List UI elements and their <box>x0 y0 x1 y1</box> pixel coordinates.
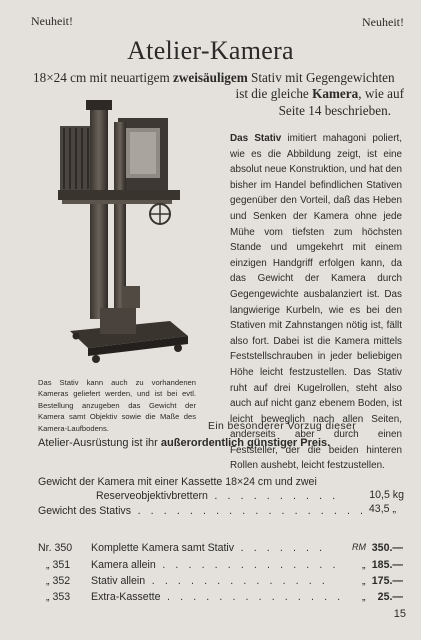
price-value: 175.— <box>371 575 403 587</box>
price-value: 350.— <box>371 542 403 554</box>
price-row-label: Komplette Kamera samt Stativ . . . . . . . <box>91 542 326 554</box>
atelier-camera-photo <box>50 96 192 366</box>
price-row-nr: „ 351 <box>46 559 71 571</box>
price-row-nr: Nr. 350 <box>38 542 73 554</box>
stand-weight-value: 43,5 „ <box>368 503 396 515</box>
column-front <box>90 104 108 319</box>
price-value: 25.— <box>377 591 403 603</box>
stand-weight-label: Gewicht des Stativs . . . . . . . . . . . . . . . . . . <box>38 505 367 517</box>
novelty-label-right: Neuheit! <box>362 15 404 29</box>
novelty-label-left: Neuheit! <box>31 14 73 28</box>
currency-mark: „ <box>362 591 366 603</box>
price-row-nr: „ 352 <box>46 575 71 587</box>
currency-mark: „ <box>362 559 366 571</box>
currency-mark: RM <box>352 542 366 552</box>
price-row-label: Extra-Kassette . . . . . . . . . . . . . . <box>91 591 344 603</box>
page-title: Atelier-Kamera <box>127 36 294 65</box>
roller-icon <box>92 355 100 363</box>
column-rear <box>114 122 126 312</box>
camera-weight-value: 10,5 kg <box>369 489 404 501</box>
roller-icon <box>73 333 80 340</box>
page-number: 15 <box>393 608 406 620</box>
subtitle-line-1: 18×24 cm mit neuartigem zweisäuligem Stativ mit Gegengewichten <box>33 70 395 85</box>
advantage-line: Atelier-Ausrüstung ist ihr außerordentlich günstiger Preis. <box>38 437 331 449</box>
stand-description: Das Stativ imitiert mahagoni poliert, wie es die Abbildung zeigt, ist eine absolut neue Konstruktion, und hat den bisher im Handel befindlichen Stativen gegenüber den Vorteil, daß das Heben und Senken der Kamera ohne jede Mühe vom tiefsten zum höchsten Stande und umgekehrt mit einem einzigen Handgriff erfolgen kann, da das Gewicht der Kamera durch Gegengewichte ausbalanziert ist. Das langwierige Kurbeln, wie es bei den Stativen mit Zahnstangen nötig ist, fällt also fort. Dabei ist die Kamera mittels Feststellschrauben in jeder beliebigen Höhe leicht festzustellen. Das Stativ ruht auf drei Kugelrollen, steht also auch auf nicht ganz ebenem Boden, ist leicht beweglich nach allen Seiten, anderseits aber durch einen Feststeller, der die beiden hinteren Rollen aushebt, leicht festzustellen. <box>230 133 402 472</box>
camera-platform <box>58 190 180 200</box>
price-row-nr: „ 353 <box>46 591 71 603</box>
counterweight <box>122 286 140 308</box>
camera-weight-label: Gewicht der Kamera mit einer Kassette 18×24 cm und zwei <box>38 476 317 488</box>
subtitle-line-2: ist die gleiche Kamera, wie auf <box>235 86 404 101</box>
price-value: 185.— <box>371 559 403 571</box>
description-tail: Ein besonderer Vorzug dieser <box>208 421 357 432</box>
photo-caption: Das Stativ kann auch zu vorhandenen Kameras geliefert werden, und ist bei evtl. Bestellung anzugeben das Gewicht der Kamera samt Objektiv sowie die Maße des Kamera-Laufbodens. <box>38 378 196 433</box>
currency-mark: „ <box>362 575 366 587</box>
price-row-label: Stativ allein . . . . . . . . . . . . . . <box>91 575 329 587</box>
camera-weight-label-2: Reserveobjektivbrettern . . . . . . . . . . <box>96 490 339 502</box>
subtitle-line-3: Seite 14 beschrieben. <box>278 103 391 118</box>
price-row-label: Kamera allein . . . . . . . . . . . . . . <box>91 559 339 571</box>
roller-icon <box>174 344 182 352</box>
